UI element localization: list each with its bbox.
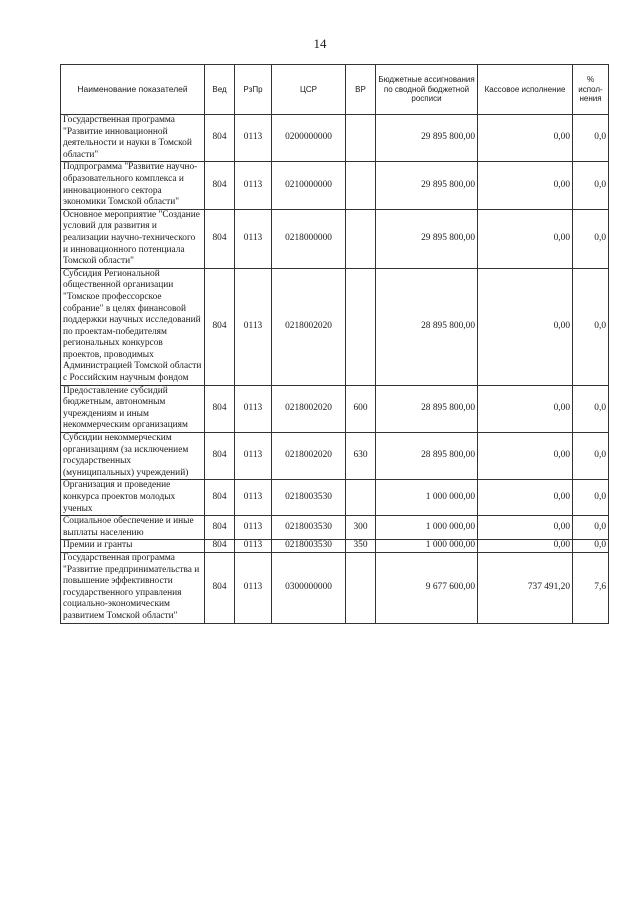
cell-cash: 0,00: [478, 480, 573, 516]
cell-cash: 0,00: [478, 115, 573, 162]
table-row: [61, 385, 609, 432]
cell-name: Субсидии некоммерческим организациям (за исключением государственных (муниципальных) учреждений): [61, 433, 205, 480]
table-row: [61, 209, 609, 268]
cell-assignments: 29 895 800,00: [376, 209, 478, 268]
cell-rzpr: 0113: [235, 115, 272, 162]
cell-vr: [346, 480, 376, 516]
table-row: [61, 552, 609, 623]
cell-vr: 350: [346, 540, 376, 553]
cell-name: Основное мероприятие "Создание условий для развития и реализации научно-технического и инновационного потенциала Томской области": [61, 209, 205, 268]
table-row: [61, 540, 609, 553]
cell-ved: 804: [205, 433, 235, 480]
column-header-assignments: Бюджетные ассигнования по сводной бюджетной росписи: [376, 65, 478, 115]
cell-name: Социальное обеспечение и иные выплаты населению: [61, 516, 205, 540]
cell-name: Государственная программа "Развитие инновационной деятельности и науки в Томской области": [61, 115, 205, 162]
cell-vr: [346, 268, 376, 385]
cell-name: Премии и гранты: [61, 540, 205, 553]
table-row: [61, 480, 609, 516]
cell-percent: 7,6: [573, 552, 609, 623]
cell-assignments: 29 895 800,00: [376, 115, 478, 162]
column-header-cash: Кассовое исполнение: [478, 65, 573, 115]
cell-assignments: 28 895 800,00: [376, 433, 478, 480]
cell-rzpr: 0113: [235, 433, 272, 480]
cell-ved: 804: [205, 516, 235, 540]
cell-csr: 0218003530: [272, 540, 346, 553]
cell-vr: [346, 552, 376, 623]
cell-cash: 0,00: [478, 433, 573, 480]
column-header-ved: Вед: [205, 65, 235, 115]
cell-cash: 0,00: [478, 516, 573, 540]
cell-percent: 0,0: [573, 480, 609, 516]
cell-assignments: 1 000 000,00: [376, 516, 478, 540]
cell-vr: [346, 209, 376, 268]
cell-name: Государственная программа "Развитие предпринимательства и повышение эффективности государственного управления социально-экономическим развитием Томской области": [61, 552, 205, 623]
cell-cash: 0,00: [478, 385, 573, 432]
cell-vr: 300: [346, 516, 376, 540]
column-header-rzpr: РзПр: [235, 65, 272, 115]
cell-vr: [346, 162, 376, 209]
cell-percent: 0,0: [573, 385, 609, 432]
cell-assignments: 1 000 000,00: [376, 540, 478, 553]
cell-name: Предоставление субсидий бюджетным, автономным учреждениям и иным некоммерческим организациям: [61, 385, 205, 432]
cell-vr: [346, 115, 376, 162]
cell-rzpr: 0113: [235, 268, 272, 385]
cell-ved: 804: [205, 268, 235, 385]
column-header-csr: ЦСР: [272, 65, 346, 115]
cell-assignments: 29 895 800,00: [376, 162, 478, 209]
cell-vr: 600: [346, 385, 376, 432]
cell-rzpr: 0113: [235, 540, 272, 553]
column-header-name: Наименование показателей: [61, 65, 205, 115]
cell-percent: 0,0: [573, 540, 609, 553]
cell-cash: 0,00: [478, 209, 573, 268]
cell-percent: 0,0: [573, 433, 609, 480]
cell-percent: 0,0: [573, 115, 609, 162]
cell-assignments: 28 895 800,00: [376, 268, 478, 385]
cell-csr: 0218000000: [272, 209, 346, 268]
column-header-vr: ВР: [346, 65, 376, 115]
table-header-row: [61, 65, 609, 115]
cell-ved: 804: [205, 385, 235, 432]
cell-rzpr: 0113: [235, 480, 272, 516]
cell-assignments: 28 895 800,00: [376, 385, 478, 432]
page-number: 14: [313, 36, 327, 51]
cell-assignments: 1 000 000,00: [376, 480, 478, 516]
budget-table: [60, 64, 609, 624]
table-row: [61, 162, 609, 209]
cell-rzpr: 0113: [235, 162, 272, 209]
cell-percent: 0,0: [573, 209, 609, 268]
table-row: [61, 516, 609, 540]
table-row: [61, 268, 609, 385]
cell-csr: 0210000000: [272, 162, 346, 209]
cell-name: Организация и проведение конкурса проектов молодых ученых: [61, 480, 205, 516]
cell-name: Подпрограмма "Развитие научно-образовательного комплекса и инновационного сектора экономики Томской области": [61, 162, 205, 209]
cell-name: Субсидия Региональной общественной организации "Томское профессорское собрание" в целях финансовой поддержки научных исследований по проектам-победителям региональных конкурсов проектов, проводимых Администрацией Томской области с Российским научным фондом: [61, 268, 205, 385]
cell-percent: 0,0: [573, 516, 609, 540]
table-row: [61, 115, 609, 162]
cell-ved: 804: [205, 162, 235, 209]
cell-cash: 737 491,20: [478, 552, 573, 623]
cell-rzpr: 0113: [235, 516, 272, 540]
cell-csr: 0300000000: [272, 552, 346, 623]
cell-ved: 804: [205, 115, 235, 162]
cell-cash: 0,00: [478, 540, 573, 553]
cell-cash: 0,00: [478, 162, 573, 209]
cell-ved: 804: [205, 480, 235, 516]
cell-ved: 804: [205, 209, 235, 268]
cell-assignments: 9 677 600,00: [376, 552, 478, 623]
cell-csr: 0218002020: [272, 385, 346, 432]
cell-percent: 0,0: [573, 268, 609, 385]
cell-csr: 0218003530: [272, 480, 346, 516]
cell-ved: 804: [205, 540, 235, 553]
cell-rzpr: 0113: [235, 209, 272, 268]
cell-csr: 0218002020: [272, 268, 346, 385]
cell-rzpr: 0113: [235, 385, 272, 432]
cell-csr: 0218003530: [272, 516, 346, 540]
table-row: [61, 433, 609, 480]
cell-ved: 804: [205, 552, 235, 623]
column-header-percent: % испол-нения: [573, 65, 609, 115]
cell-vr: 630: [346, 433, 376, 480]
cell-rzpr: 0113: [235, 552, 272, 623]
cell-csr: 0218002020: [272, 433, 346, 480]
table-body: [61, 115, 609, 624]
cell-cash: 0,00: [478, 268, 573, 385]
cell-percent: 0,0: [573, 162, 609, 209]
cell-csr: 0200000000: [272, 115, 346, 162]
